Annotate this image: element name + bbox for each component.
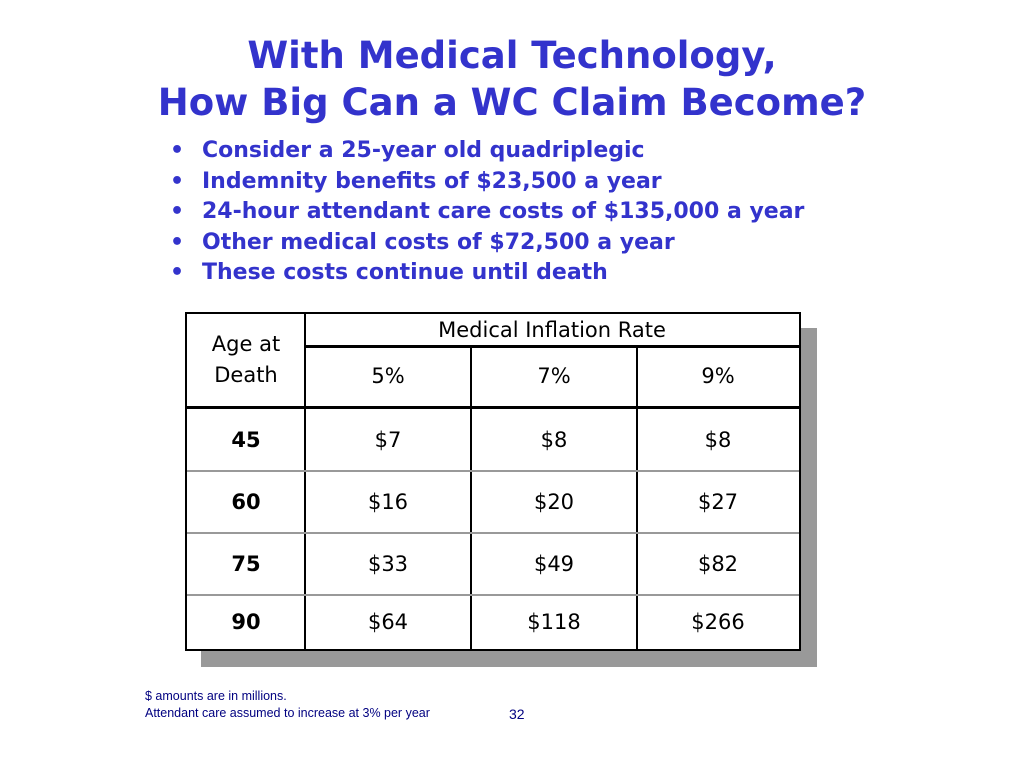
rate-header-7: 7%	[537, 364, 571, 388]
bullet-text: Indemnity benefits of $23,500 a year	[202, 168, 662, 194]
header-divider	[305, 345, 799, 348]
bullet-list	[170, 136, 804, 289]
row-divider	[187, 470, 799, 472]
footnote-line-1: $ amounts are in millions.	[145, 689, 287, 703]
footnote-line-2: Attendant care assumed to increase at 3% per year	[145, 705, 430, 720]
medical-inflation-header: Medical Inflation Rate	[438, 318, 666, 342]
bullet-icon: •	[170, 199, 185, 224]
bullet-icon: •	[170, 138, 185, 163]
claim-cost-table	[185, 312, 801, 651]
value-cell: $49	[533, 552, 575, 576]
value-cell: $266	[691, 610, 745, 634]
value-cell: $7	[374, 428, 402, 452]
value-cell: $82	[697, 552, 739, 576]
bullet-text: 24-hour attendant care costs of $135,000 a year	[202, 199, 805, 224]
row-divider	[187, 532, 799, 534]
bullet-text: These costs continue until death	[202, 260, 608, 285]
bullet-icon: •	[170, 168, 185, 194]
bullet-item	[170, 136, 804, 167]
column-divider	[636, 346, 638, 649]
page-number: 32	[509, 706, 525, 722]
bullet-icon: •	[170, 229, 185, 255]
bullet-item	[170, 258, 804, 289]
age-header-line-2: Death	[214, 363, 278, 387]
row-divider	[187, 594, 799, 596]
title-line-1: With Medical Technology,	[247, 34, 777, 77]
age-at-death-header	[187, 314, 305, 406]
title-line-2: How Big Can a WC Claim Become?	[157, 81, 867, 124]
header-bottom-rule	[187, 406, 799, 409]
age-cell: 75	[231, 552, 261, 576]
bullet-text: Other medical costs of $72,500 a year	[202, 229, 675, 255]
column-divider	[470, 346, 472, 649]
value-cell: $64	[367, 610, 409, 634]
value-cell: $33	[367, 552, 409, 576]
column-divider	[304, 314, 306, 649]
age-cell: 90	[231, 610, 261, 634]
value-cell: $118	[527, 610, 581, 634]
bullet-text: Consider a 25-year old quadriplegic	[202, 138, 645, 163]
value-cell: $27	[697, 490, 739, 514]
bullet-item	[170, 197, 804, 228]
value-cell: $8	[704, 428, 732, 452]
bullet-icon: •	[170, 260, 185, 285]
value-cell: $16	[367, 490, 409, 514]
age-cell: 45	[231, 428, 261, 452]
age-header-line-1: Age at	[211, 332, 281, 356]
rate-header-5: 5%	[371, 364, 405, 388]
rate-header-9: 9%	[701, 364, 735, 388]
footnote	[145, 688, 430, 721]
value-cell: $20	[533, 490, 575, 514]
slide-title	[0, 32, 1024, 126]
value-cell: $8	[540, 428, 568, 452]
bullet-item	[170, 228, 804, 259]
bullet-item	[170, 167, 804, 198]
age-cell: 60	[231, 490, 261, 514]
